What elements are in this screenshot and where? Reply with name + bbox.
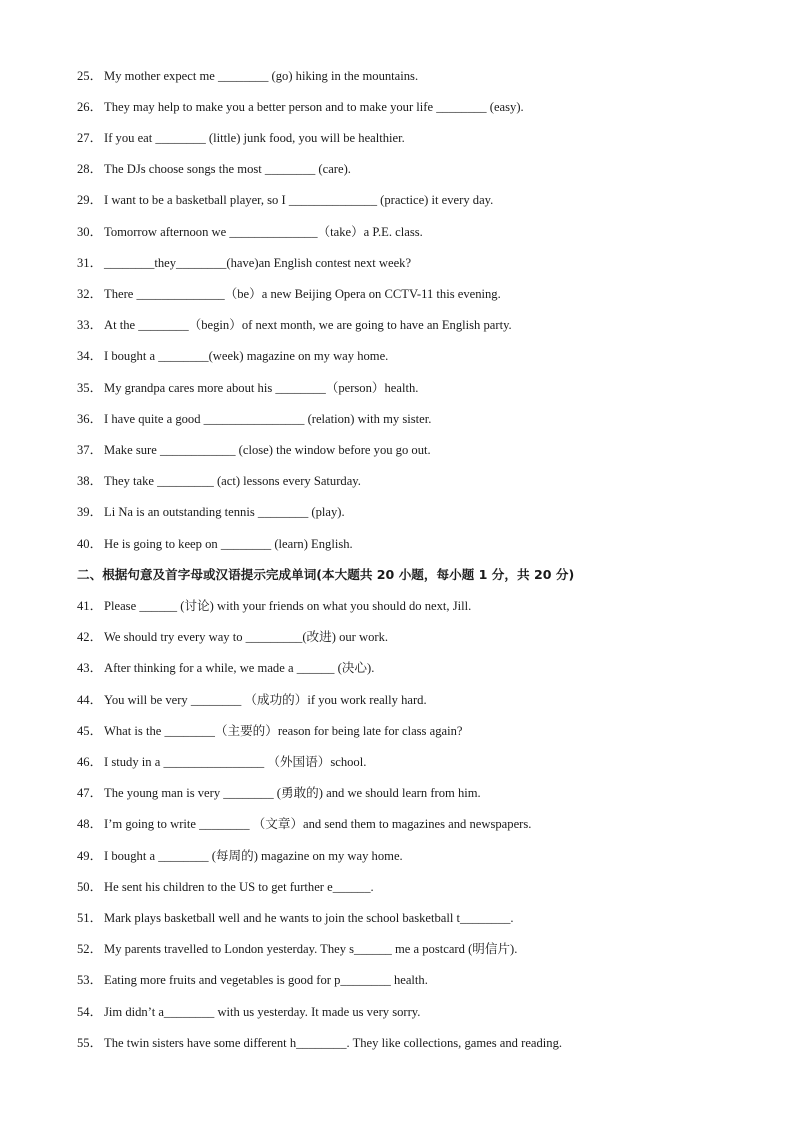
question-30: 30． Tomorrow afternoon we ______________（take）a P.E. class. <box>77 225 423 239</box>
question-34: 34． I bought a ________(week) magazine on my way home. <box>77 349 389 363</box>
question-38: 38． They take _________ (act) lessons every Saturday. <box>77 474 361 488</box>
question-46: 46． I study in a ________________ （外国语）school. <box>77 755 367 769</box>
question-53: 53． Eating more fruits and vegetables is good for p________ health. <box>77 973 428 987</box>
question-28: 28． The DJs choose songs the most ________ (care). <box>77 162 351 176</box>
question-25: 25． My mother expect me ________ (go) hiking in the mountains. <box>77 69 419 83</box>
question-39: 39． Li Na is an outstanding tennis ________ (play). <box>77 505 345 519</box>
question-44: 44． You will be very ________ （成功的）if you work really hard. <box>77 693 427 707</box>
question-52: 52． My parents travelled to London yesterday. They s______ me a postcard (明信片). <box>77 942 518 956</box>
question-37: 37． Make sure ____________ (close) the window before you go out. <box>77 443 431 457</box>
question-43: 43． After thinking for a while, we made a ______ (决心). <box>77 661 375 675</box>
question-55: 55． The twin sisters have some different h________. They like collections, games and reading. <box>77 1036 563 1050</box>
question-47: 47． The young man is very ________ (勇敢的) and we should learn from him. <box>77 786 481 800</box>
question-40: 40． He is going to keep on ________ (learn) English. <box>77 537 353 551</box>
question-41: 41． Please ______ (讨论) with your friends on what you should do next, Jill. <box>77 599 472 613</box>
question-26: 26． They may help to make you a better person and to make your life ________ (easy). <box>77 100 524 114</box>
question-50: 50． He sent his children to the US to get further e______. <box>77 880 374 894</box>
question-42: 42． We should try every way to _________(改进) our work. <box>77 630 389 644</box>
question-54: 54． Jim didn’t a________ with us yesterday. It made us very sorry. <box>77 1005 421 1019</box>
question-51: 51． Mark plays basketball well and he wants to join the school basketball t________. <box>77 911 514 925</box>
question-33: 33． At the ________（begin）of next month, we are going to have an English party. <box>77 318 512 332</box>
question-29: 29． I want to be a basketball player, so I ______________ (practice) it every day. <box>77 193 494 207</box>
section-heading: 二、根据句意及首字母或汉语提示完成单词(本大题共 20 小题，每小题 1 分，共 20 分) <box>77 567 575 582</box>
question-27: 27． If you eat ________ (little) junk food, you will be healthier. <box>77 131 405 145</box>
question-32: 32． There ______________（be）a new Beijing Opera on CCTV-11 this evening. <box>77 287 501 301</box>
question-35: 35． My grandpa cares more about his ________（person）health. <box>77 381 419 395</box>
question-36: 36． I have quite a good ________________ (relation) with my sister. <box>77 412 432 426</box>
question-31: 31． ________they________(have)an English contest next week? <box>77 256 412 270</box>
question-45: 45． What is the ________（主要的）reason for being late for class again? <box>77 724 463 738</box>
question-48: 48． I’m going to write ________ （文章）and send them to magazines and newspapers. <box>77 817 532 831</box>
question-49: 49． I bought a ________ (每周的) magazine on my way home. <box>77 849 403 863</box>
